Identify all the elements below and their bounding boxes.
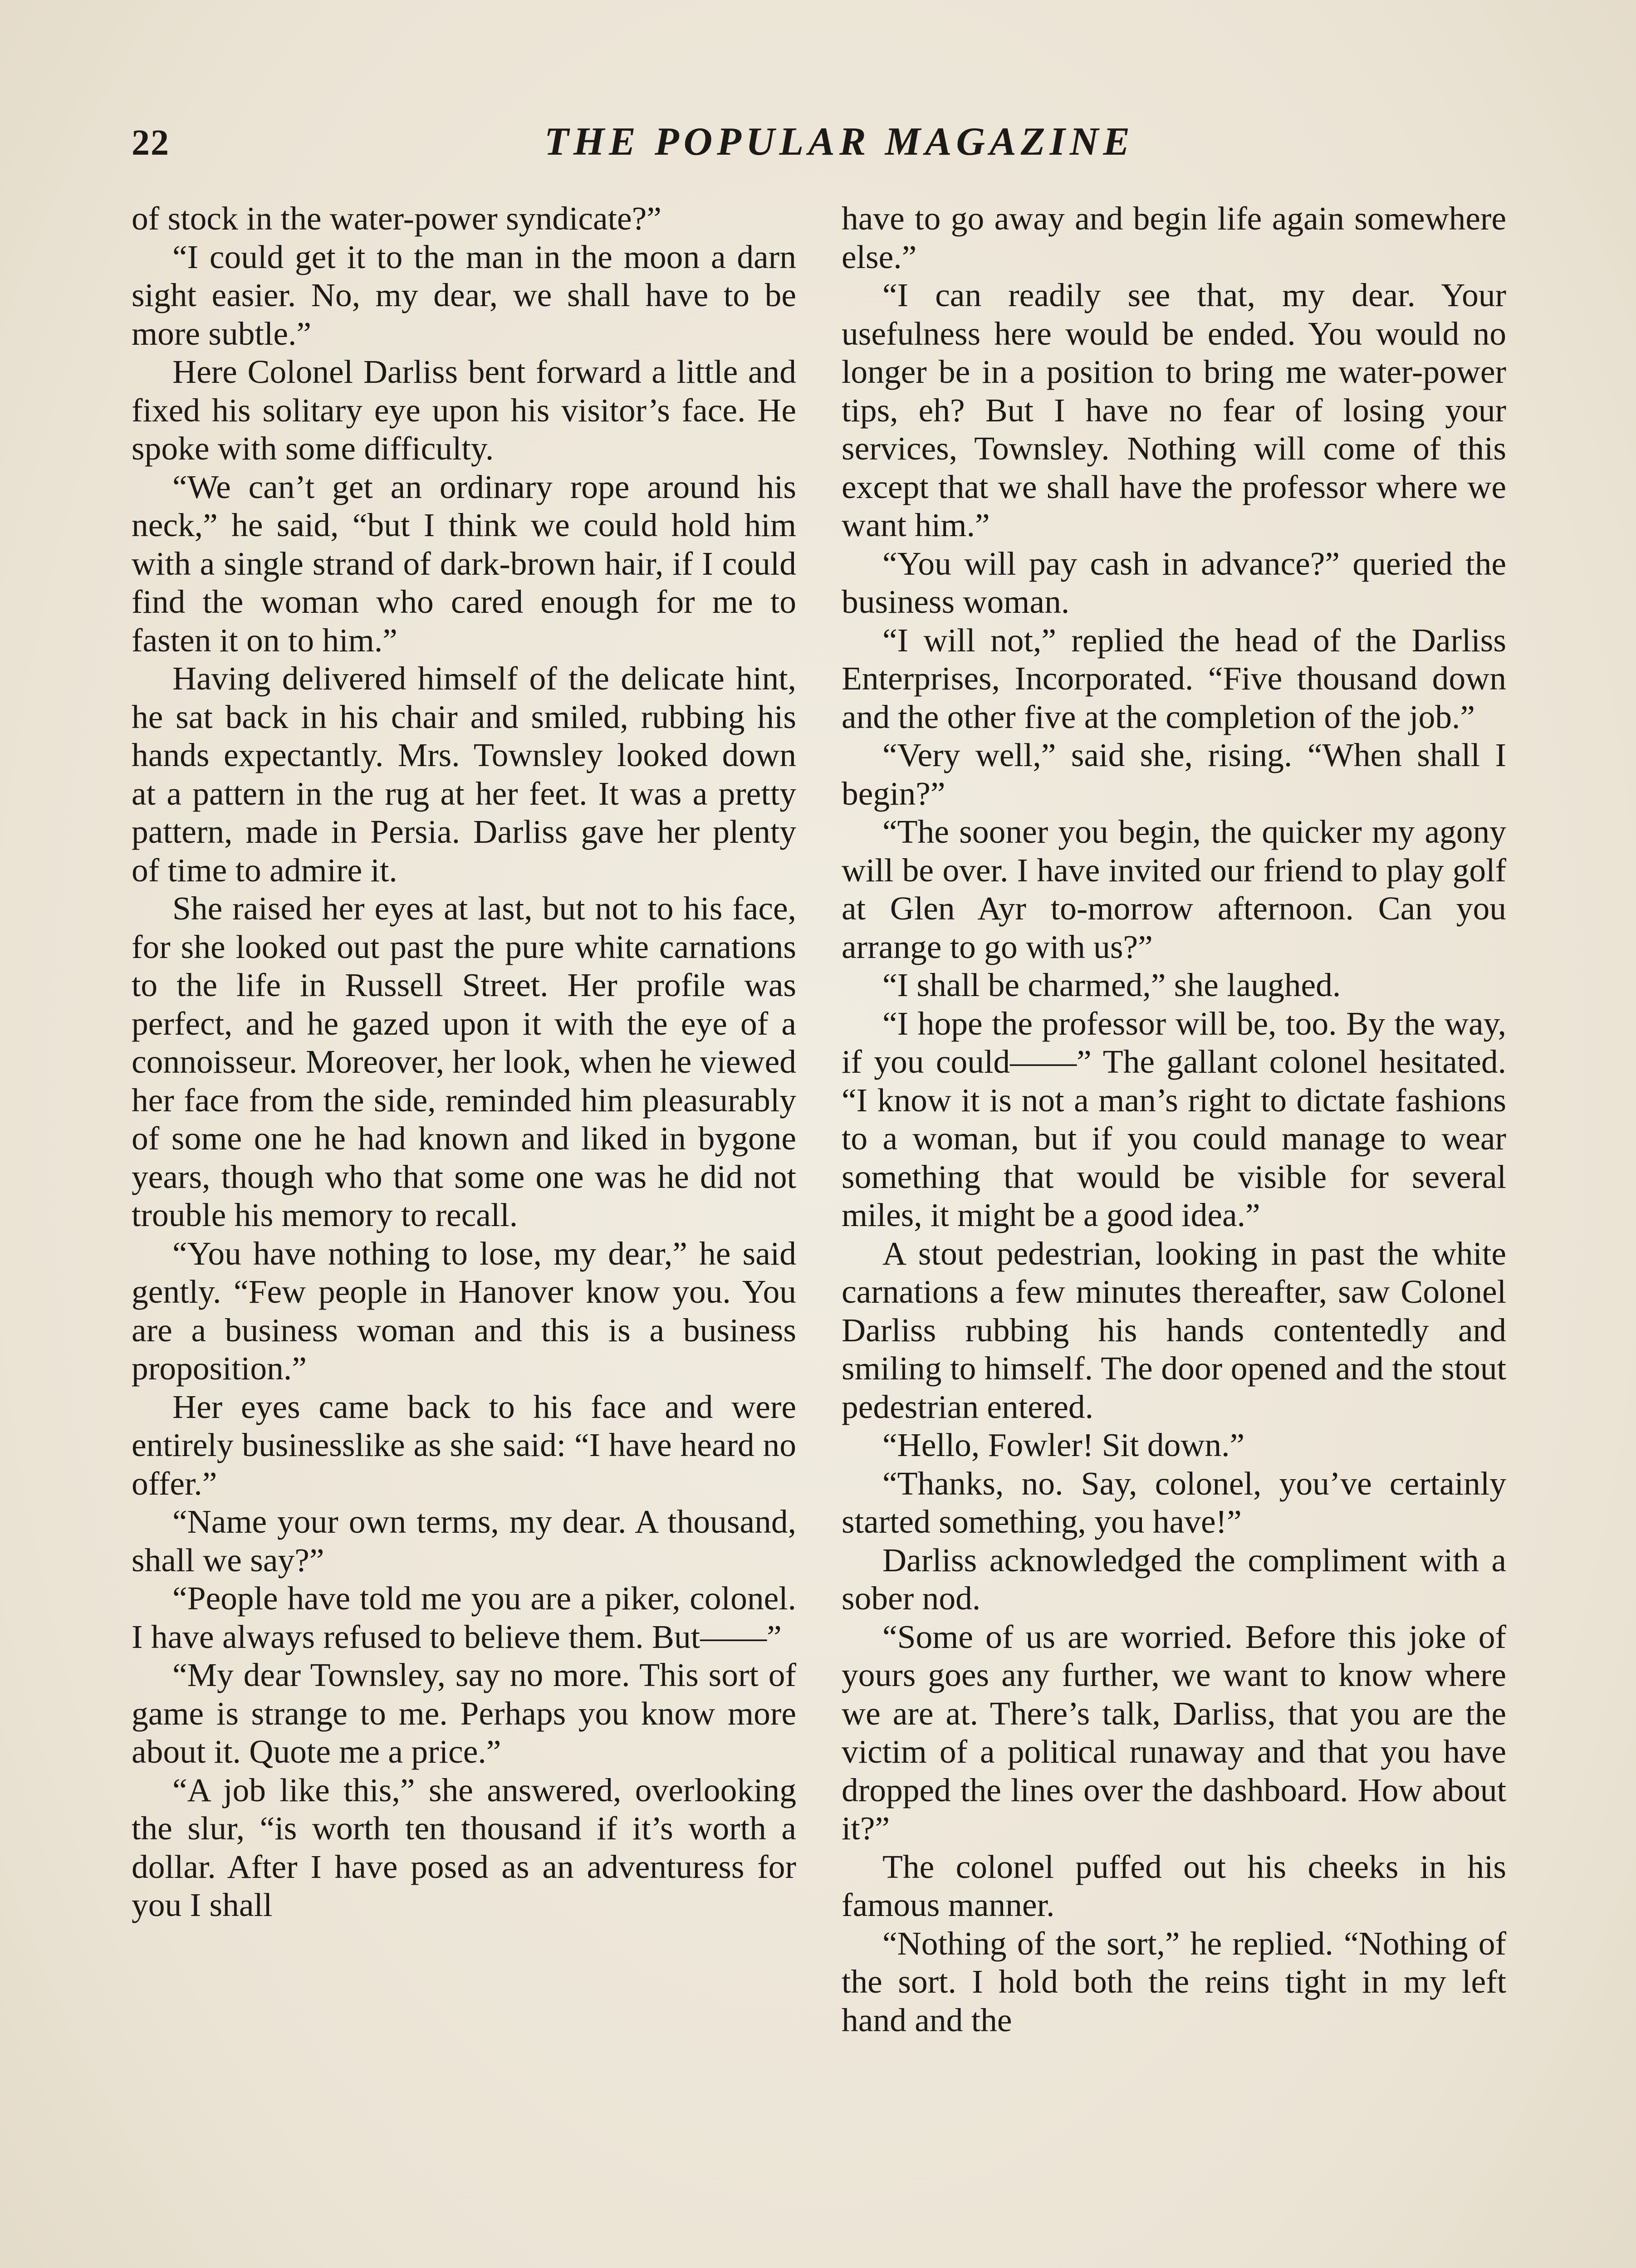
paragraph: have to go away and begin life again somewhere else.” <box>842 200 1506 275</box>
paragraph: “I could get it to the man in the moon a darn sight easier. No, my dear, we shall have to be more subtle.” <box>132 238 796 352</box>
paragraph: Having delivered himself of the delicate hint, he sat back in his chair and smiled, rubbing his hands expectantly. Mrs. Townsley looked down at a pattern in the rug at her feet. It was a pretty pattern, made in Persia. Darliss gave her plenty of time to admire it. <box>132 660 796 889</box>
paragraph: “A job like this,” she answered, overlooking the slur, “is worth ten thousand if it’s worth a dollar. After I have posed as an adventuress for you I shall <box>132 1771 796 1923</box>
paragraph: “Name your own terms, my dear. A thousand, shall we say?” <box>132 1503 796 1579</box>
paragraph: “You have nothing to lose, my dear,” he said gently. “Few people in Hanover know you. You are a business woman and this is a business proposition.” <box>132 1235 796 1387</box>
right-column <box>842 200 1506 2039</box>
paragraph: “Thanks, no. Say, colonel, you’ve certainly started something, you have!” <box>842 1465 1506 1540</box>
paragraph: “I can readily see that, my dear. Your usefulness here would be ended. You would no longer be in a position to bring me water-power tips, eh? But I have no fear of losing your services, Townsley. Nothing will come of this except that we shall have the professor where we want him.” <box>842 277 1506 543</box>
paragraph: “Nothing of the sort,” he replied. “Nothing of the sort. I hold both the reins tight in my left hand and the <box>842 1925 1506 2038</box>
paragraph: Here Colonel Darliss bent forward a little and fixed his solitary eye upon his visitor’s face. He spoke with some difficulty. <box>132 353 796 467</box>
page-number: 22 <box>132 123 170 163</box>
paragraph: Her eyes came back to his face and were entirely businesslike as she said: “I have heard no offer.” <box>132 1388 796 1502</box>
paragraph: “People have told me you are a piker, colonel. I have always refused to believe them. But——” <box>132 1580 796 1655</box>
paragraph: “I will not,” replied the head of the Darliss Enterprises, Incorporated. “Five thousand down and the other five at the completion of the job.” <box>842 621 1506 735</box>
paragraph: “Hello, Fowler! Sit down.” <box>882 1427 1245 1463</box>
paragraph: The colonel puffed out his cheeks in his famous manner. <box>842 1848 1506 1923</box>
paragraph: “I shall be charmed,” she laughed. <box>882 967 1341 1003</box>
paragraph: A stout pedestrian, looking in past the white carnations a few minutes thereafter, saw Colonel Darliss rubbing his hands contentedly and smiling to himself. The door opened and the stout pedestrian entered. <box>842 1235 1506 1425</box>
paragraph: “My dear Townsley, say no more. This sort of game is strange to me. Perhaps you know more about it. Quote me a price.” <box>132 1657 796 1770</box>
paragraph: “Very well,” said she, rising. “When shall I begin?” <box>842 737 1506 812</box>
paragraph: “The sooner you begin, the quicker my agony will be over. I have invited our friend to play golf at Glen Ayr to-morrow afternoon. Can you arrange to go with us?” <box>842 813 1506 965</box>
paragraph: “Some of us are worried. Before this joke of yours goes any further, we want to know where we are at. There’s talk, Darliss, that you are the victim of a political runaway and that you have dropped the lines over the dashboard. How about it?” <box>842 1618 1506 1847</box>
paragraph: of stock in the water-power syndicate?” <box>132 200 661 237</box>
paragraph: She raised her eyes at last, but not to his face, for she looked out past the pure white carnations to the life in Russell Street. Her profile was perfect, and he gazed upon it with the eye of a connoisseur. Moreover, her look, when he viewed her face from the side, reminded him pleasurably of some one he had known and liked in bygone years, though who that some one was he did not trouble his memory to recall. <box>132 890 796 1233</box>
paragraph: Darliss acknowledged the compliment with a sober nod. <box>842 1541 1506 1617</box>
paragraph: “We can’t get an ordinary rope around his neck,” he said, “but I think we could hold him with a single strand of dark-brown hair, if I could find the woman who cared enough for me to fasten it on to him.” <box>132 468 796 659</box>
running-head: THE POPULAR MAGAZINE <box>544 120 1135 164</box>
left-column <box>132 200 796 1925</box>
paragraph: “You will pay cash in advance?” queried the business woman. <box>842 545 1506 620</box>
paragraph: “I hope the professor will be, too. By the way, if you could——” The gallant colonel hesitated. “I know it is not a man’s right to dictate fashions to a woman, but if you could manage to wear something that would be visible for several miles, it might be a good idea.” <box>842 1005 1506 1233</box>
